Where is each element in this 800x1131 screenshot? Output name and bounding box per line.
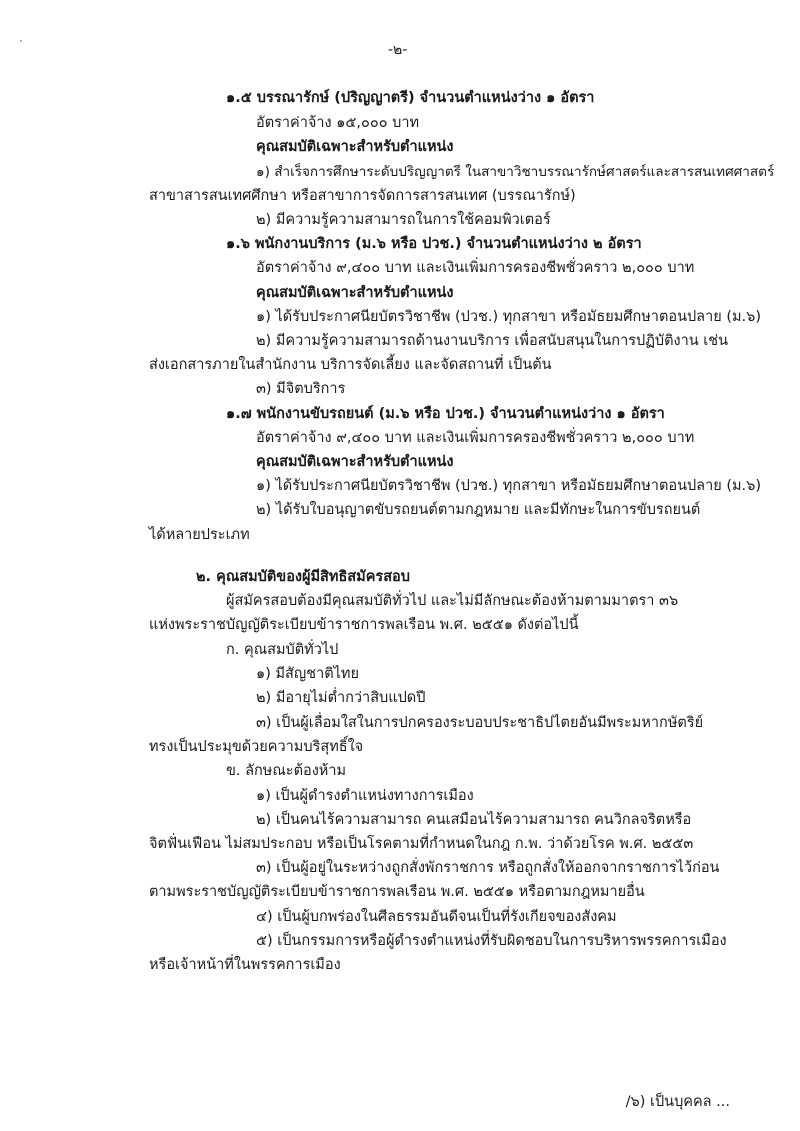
prohibited-item: ๑) เป็นผู้ดำรงตำแหน่งทางการเมือง <box>256 788 474 804</box>
salary-service-staff: อัตราค่าจ้าง ๙,๔๐๐ บาท และเงินเพิ่มการครองชีพชั่วคราว ๒,๐๐๐ บาท <box>256 260 695 276</box>
prohibited-item: ๒) เป็นคนไร้ความสามารถ คนเสมือนไร้ความสามารถ คนวิกลจริตหรือ <box>256 812 692 828</box>
qualification-heading-driver: คุณสมบัติเฉพาะสำหรับตำแหน่ง <box>256 454 454 470</box>
qualification-item: ๒) มีความรู้ความสามารถในการใช้คอมพิวเตอร์ <box>256 212 551 228</box>
general-qualification-item: ๑) มีสัญชาติไทย <box>256 666 359 682</box>
prohibited-item: ๕) เป็นกรรมการหรือผู้ดำรงตำแหน่งที่รับผิดชอบในการบริหารพรรคการเมือง <box>256 933 727 949</box>
qualification-item: ๑) สำเร็จการศึกษาระดับปริญญาตรี ในสาขาวิชาบรรณารักษ์ศาสตร์และสารสนเทศศาสตร์ <box>256 164 775 180</box>
prohibited-item: ๓) เป็นผู้อยู่ในระหว่างถูกสั่งพักราชการ หรือถูกสั่งให้ออกจากราชการไว้ก่อน <box>256 860 720 876</box>
general-qualification-item-continued: ทรงเป็นประมุขด้วยความบริสุทธิ์ใจ <box>149 739 364 755</box>
qualification-item: ๒) ได้รับใบอนุญาตขับรถยนต์ตามกฎหมาย และมีทักษะในการขับรถยนต์ <box>256 502 701 518</box>
salary-driver: อัตราค่าจ้าง ๙,๔๐๐ บาท และเงินเพิ่มการครองชีพชั่วคราว ๒,๐๐๐ บาท <box>256 430 695 446</box>
subsection-heading-general: ก. คุณสมบัติทั่วไป <box>226 642 339 658</box>
scan-speck <box>20 40 22 42</box>
general-qualification-item: ๓) เป็นผู้เลื่อมใสในการปกครองระบอบประชาธิปไตยอันมีพระมหากษัตริย์ <box>256 715 704 731</box>
qualification-item: ๑) ได้รับประกาศนียบัตรวิชาชีพ (ปวช.) ทุกสาขา หรือมัธยมศึกษาตอนปลาย (ม.๖) <box>256 478 762 494</box>
salary-librarian: อัตราค่าจ้าง ๑๕,๐๐๐ บาท <box>256 115 420 131</box>
qualification-item-continued: สาขาสารสนเทศศึกษา หรือสาขาการจัดการสารสนเทศ (บรรณารักษ์) <box>149 188 576 204</box>
prohibited-item-continued: จิตฟั่นเฟือน ไม่สมประกอบ หรือเป็นโรคตามที่กำหนดในกฎ ก.พ. ว่าด้วยโรค พ.ศ. ๒๕๕๓ <box>149 836 694 852</box>
qualification-item: ๓) มีจิตบริการ <box>256 381 346 397</box>
prohibited-item: ๔) เป็นผู้บกพร่องในศีลธรรมอันดีจนเป็นที่รังเกียจของสังคม <box>256 909 617 925</box>
position-heading-librarian: ๑.๕ บรรณารักษ์ (ปริญญาตรี) จำนวนตำแหน่งว่าง ๑ อัตรา <box>226 90 595 106</box>
page-number: -๒- <box>388 42 408 58</box>
qualification-heading-service-staff: คุณสมบัติเฉพาะสำหรับตำแหน่ง <box>256 285 454 301</box>
qualification-heading-librarian: คุณสมบัติเฉพาะสำหรับตำแหน่ง <box>256 139 454 155</box>
section-intro: ผู้สมัครสอบต้องมีคุณสมบัติทั่วไป และไม่มีลักษณะต้องห้ามตามมาตรา ๓๖ <box>226 593 679 609</box>
prohibited-item-continued: หรือเจ้าหน้าที่ในพรรคการเมือง <box>149 957 341 973</box>
general-qualification-item: ๒) มีอายุไม่ต่ำกว่าสิบแปดปี <box>256 690 426 706</box>
subsection-heading-prohibited: ข. ลักษณะต้องห้าม <box>226 763 347 779</box>
section-intro-continued: แห่งพระราชบัญญัติระเบียบข้าราชการพลเรือน พ.ศ. ๒๕๕๑ ดังต่อไปนี้ <box>149 617 579 633</box>
section-heading-eligibility: ๒. คุณสมบัติของผู้มีสิทธิสมัครสอบ <box>196 569 410 585</box>
qualification-item-continued: ส่งเอกสารภายในสำนักงาน บริการจัดเลี้ยง และจัดสถานที่ เป็นต้น <box>149 357 552 373</box>
position-heading-driver: ๑.๗ พนักงานขับรถยนต์ (ม.๖ หรือ ปวช.) จำนวนตำแหน่งว่าง ๑ อัตรา <box>226 406 665 422</box>
position-heading-service-staff: ๑.๖ พนักงานบริการ (ม.๖ หรือ ปวช.) จำนวนตำแหน่งว่าง ๒ อัตรา <box>226 236 642 252</box>
continuation-marker: /๖) เป็นบุคคล ... <box>625 1094 730 1110</box>
qualification-item: ๒) มีความรู้ความสามารถด้านงานบริการ เพื่อสนับสนุนในการปฏิบัติงาน เช่น <box>256 333 729 349</box>
prohibited-item-continued: ตามพระราชบัญญัติระเบียบข้าราชการพลเรือน พ.ศ. ๒๕๕๑ หรือตามกฎหมายอื่น <box>149 884 645 900</box>
qualification-item-continued: ได้หลายประเภท <box>149 527 250 543</box>
qualification-item: ๑) ได้รับประกาศนียบัตรวิชาชีพ (ปวช.) ทุกสาขา หรือมัธยมศึกษาตอนปลาย (ม.๖) <box>256 309 762 325</box>
